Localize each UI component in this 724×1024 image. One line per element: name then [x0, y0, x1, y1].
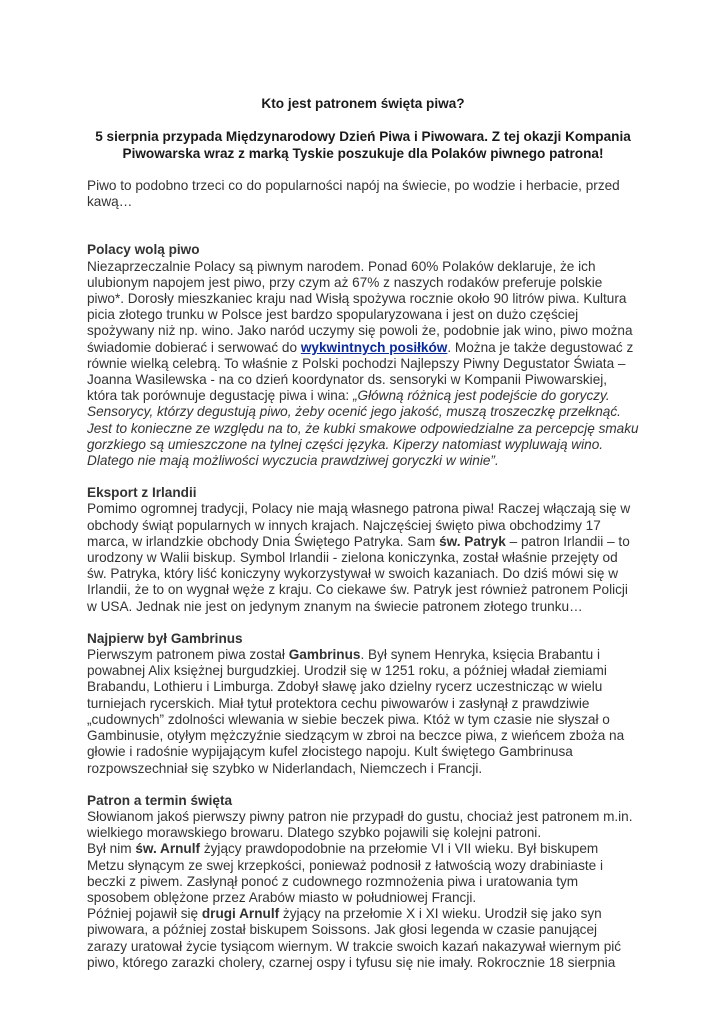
quote-text: „Główną różnicą jest podejście do goryczy. Sensorycy, którzy degustują piwo, żeby ocenić jego jakość, muszą troszeczkę przełknąć. Jest to konieczne ze względu na to, że kubki smakowe odpowiedzialne za percepcję smaku gorzkiego są umieszczone na tylnej części języka. Kiperzy natomiast wypluwają wino. Dlatego nie mają możliwości wyczucia prawdziwej goryczki w winie”.: [87, 388, 639, 469]
section-heading: Eksport z Irlandii: [87, 485, 197, 501]
section-body: [87, 259, 639, 470]
bold-text: Gambrinus: [288, 647, 361, 663]
body-text: Był nim: [87, 841, 136, 857]
body-text: . Był synem Henryka, księcia Brabantu i powabnej Alix księżnej burgudzkiej. Urodził się w 1251 roku, a później władał ziemiami Brabandu, Lothieru i Limburga. Zdobył sławę jako dzielny rycerz uczestnicząc w wielu turniejach rycerskich. Miał tytuł protektora cechu piwowarów i zasłynął z prawdziwie „cudownych” zdolności wlewania w siebie beczek piwa. Któż w tym czasie nie słyszał o Gambinusie, otyłym mężczyźnie siedzącym w zbroi na beczce piwa, z wieńcem zboża na głowie i radośnie wypijającym kufel złocistego napoju. Kult świętego Gambrinusa rozpowszechniał się szybko w Niderlandach, Niemczech i Francji.: [87, 647, 625, 776]
section-body: [87, 841, 639, 906]
body-text: Pierwszym patronem piwa został: [87, 647, 289, 663]
section-patron: [87, 793, 639, 971]
section-heading: Polacy wolą piwo: [87, 242, 200, 258]
body-text: żyjący na przełomie X i XI wieku. Urodził się jako syn piwowara, a później został biskupem Soissons. Jak głosi legenda w czasie panującej zarazy uratował życie tysiącom wiernym. W trakcie swoich kazań nakazywał wiernym pić piwo, którego zarazki cholery, czarnej ospy i tyfusu się nie imały. Rokrocznie 18 sierpnia: [87, 906, 622, 970]
body-text: Pomimo ogromnej tradycji, Polacy nie mają własnego patrona piwa! Raczej włączają się w obchody świąt popularnych w innych krajach. Najczęściej święto piwa obchodzimy 17 marca, w irlandzkie obchody Dnia Świętego Patryka. Sam: [87, 501, 631, 549]
section-body: [87, 906, 639, 971]
meals-link[interactable]: wykwintnych posiłków: [300, 339, 448, 355]
section-body: [87, 647, 639, 777]
intro-paragraph: Piwo to podobno trzeci co do popularności napój na świecie, po wodzie i herbacie, przed kawą…: [87, 178, 620, 210]
bold-text: drugi Arnulf: [201, 906, 280, 922]
bold-text: św. Patryk: [439, 533, 506, 549]
document-title: Kto jest patronem święta piwa?: [261, 96, 465, 111]
document-page: [87, 95, 639, 987]
body-text: żyjący prawdopodobnie na przełomie VI i VII wieku. Był biskupem Metzu słynącym ze swej krzepkości, ponieważ podnosił z łatwością wozy drabiniaste i beczki z piwem. Zasłynął ponoć z cudownego rozmnożenia piwa i uratowania tym sposobem oblężone przez Arabów miasto w południowej Francji.: [87, 841, 604, 905]
body-text: Później pojawił się: [87, 906, 202, 922]
bold-text: św. Arnulf: [135, 841, 201, 857]
section-body: [87, 501, 639, 614]
section-body: Słowianom jakoś pierwszy piwny patron nie przypadł do gustu, chociaż jest patronem m.in. wielkiego morawskiego browaru. Dlatego szybko pojawili się kolejni patroni.: [87, 808, 633, 841]
body-text: Niezaprzeczalnie Polacy są piwnym narodem. Ponad 60% Polaków deklaruje, że ich ulubionym napojem jest piwo, przy czym aż 67% z naszych rodaków preferuje polskie piwo*. Dorosły mieszkaniec kraju nad Wisłą spożywa rocznie około 90 litrów piwa. Kultura picia złotego trunku w Polsce jest bardzo spopularyzowana i jest on dużo częściej spożywany niż np. wino. Jako naród uczymy się powoli że, podobnie jak wino, piwo można świadomie dobierać i serwować do: [87, 258, 633, 355]
section-heading: Patron a termin święta: [87, 792, 233, 808]
body-text: – patron Irlandii – to urodzony w Walii biskup. Symbol Irlandii - zielona koniczynka, został właśnie przejęty od św. Patryka, który liść koniczyny wykorzystywał w swoich kazaniach. Do dziś mówi się w Irlandii, że to on wygnał węże z kraju. Co ciekawe św. Patryk jest również patronem Policji w USA. Jednak nie jest on jedynym znanym na świecie patronem złotego trunku…: [87, 533, 630, 614]
section-polacy: [87, 242, 639, 469]
section-heading: Najpierw był Gambrinus: [87, 630, 243, 646]
body-text: . Można je także degustować z równie wielką celebrą. To właśnie z Polski pochodzi Najlepszy Piwny Degustator Świata – Joanna Wasilewska - na co dzień koordynator ds. sensoryki w Kompanii Piwowarskiej, która tak porównuje degustację piwa i wina:: [87, 339, 634, 404]
section-gambrinus: [87, 631, 639, 777]
section-eksport: [87, 485, 639, 615]
lead-paragraph: 5 sierpnia przypada Międzynarodowy Dzień Piwa i Piwowara. Z tej okazji Kompania Piwowarska wraz z marką Tyskie poszukuje dla Polaków piwnego patrona!: [95, 129, 631, 161]
